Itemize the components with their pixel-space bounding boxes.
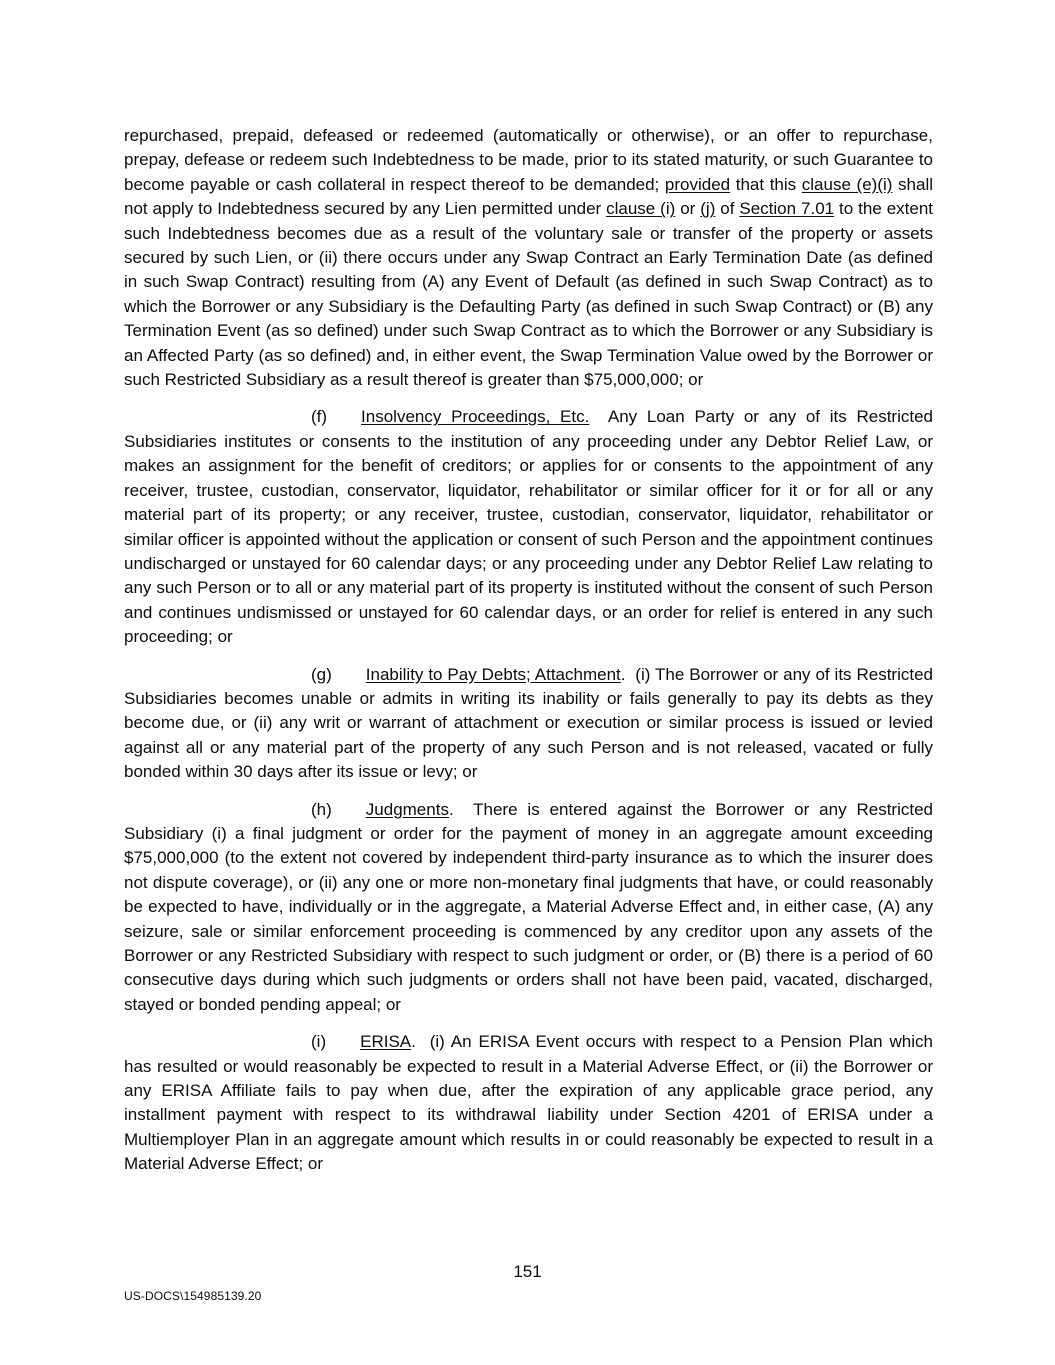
paragraph-label: (i) [311,1032,327,1052]
paragraph-f-insolvency-proceedings [124,405,933,649]
text-run: that this [730,174,802,194]
underlined-term: Judgments [365,799,449,819]
text-run: . There is entered against the Borrower or any Restricted Subsidiary (i) a final judgment or order for the payment of money in an aggregate amount exceeding $75,000,000 (to the extent not covered by independent third-party insurance as to which the insurer does not dispute coverage), or (ii) any one or more non-monetary final judgments that have, or could reasonably be expected to have, individually or in the aggregate, a Material Adverse Effect and, in either case, (A) any seizure, sale or similar enforcement proceeding is commenced by any creditor upon any assets of the Borrower or any Restricted Subsidiary with respect to such judgment or order, or (B) there is a period of 60 consecutive days during which such judgments or orders shall not have been paid, vacated, discharged, stayed or bonded pending appeal; or [124,799,933,1014]
paragraph-g-inability-to-pay-debts [124,663,933,785]
paragraph-label: (g) [311,664,332,684]
document-id: US-DOCS\154985139.20 [124,1289,262,1303]
underlined-term: ERISA [360,1032,412,1052]
paragraph-label: (h) [311,799,332,819]
underlined-term: Section 7.01 [739,199,835,219]
text-run: of [715,199,740,219]
paragraph-label: (f) [311,407,328,427]
underlined-term: clause (i) [606,199,676,219]
text-run: to the extent such Indebtedness becomes due as a result of the voluntary sale or transfer of the property or assets secured by such Lien, or (ii) there occurs under any Swap Contract an Early Termination Date (as defined in such Swap Contract) resulting from (A) any Event of Default (as defined in such Swap Contract) as to which the Borrower or any Subsidiary is the Defaulting Party (as defined in such Swap Contract) or (B) any Termination Event (as so defined) under such Swap Contract as to which the Borrower or any Subsidiary is an Affected Party (as so defined) and, in either event, the Swap Termination Value owed by the Borrower or such Restricted Subsidiary as a result thereof is greater than $75,000,000; or [124,199,934,390]
underlined-term: clause (e)(i) [801,174,893,194]
paragraph-h-judgments [124,798,933,1018]
underlined-term: (j) [700,199,716,219]
underlined-term: Insolvency Proceedings, Etc. [361,407,590,427]
paragraph-e-continuation [124,124,933,392]
paragraph-i-erisa [124,1030,933,1176]
text-run: . (i) An ERISA Event occurs with respect to a Pension Plan which has resulted or would reasonably be expected to result in a Material Adverse Effect, or (ii) the Borrower or any ERISA Affiliate fails to pay when due, after the expiration of any applicable grace period, any installment payment with respect to its withdrawal liability under Section 4201 of ERISA under a Multiemployer Plan in an aggregate amount which results in or could reasonably be expected to result in a Material Adverse Effect; or [124,1032,933,1174]
page-number: 151 [513,1262,542,1281]
document-body [124,124,933,1190]
underlined-term: provided [664,174,731,194]
text-run: or [675,199,701,219]
text-run: repurchased, prepaid, defeased or redeemed (automatically or otherwise), or an offer to repurchase, prepay, defease or redeem such Indebtedness to be made, prior to its stated maturity, or such Guarantee to become payable or cash collateral in respect thereof to be demanded; [124,126,933,194]
text-run: Any Loan Party or any of its Restricted Subsidiaries institutes or consents to the institution of any proceeding under any Debtor Relief Law, or makes an assignment for the benefit of creditors; or applies for or consents to the appointment of any receiver, trustee, custodian, conservator, liquidator, rehabilitator or similar officer for it or for all or any material part of its property; or any receiver, trustee, custodian, conservator, liquidator, rehabilitator or similar officer is appointed without the application or consent of such Person and the appointment continues undischarged or unstayed for 60 calendar days; or any proceeding under any Debtor Relief Law relating to any such Person or to all or any material part of its property is instituted without the consent of such Person and continues undismissed or unstayed for 60 calendar days, or an order for relief is entered in any such proceeding; or [124,407,933,647]
text-run: . (i) The Borrower or any of its Restricted Subsidiaries becomes unable or admits in writing its inability or fails generally to pay its debts as they become due, or (ii) any writ or warrant of attachment or execution or similar process is issued or levied against all or any material part of the property of any such Person and is not released, vacated or fully bonded within 30 days after its issue or levy; or [124,664,933,782]
text-run: shall not apply to Indebtedness secured by any Lien permitted under [124,174,933,219]
underlined-term: Inability to Pay Debts; Attachment [365,664,621,684]
